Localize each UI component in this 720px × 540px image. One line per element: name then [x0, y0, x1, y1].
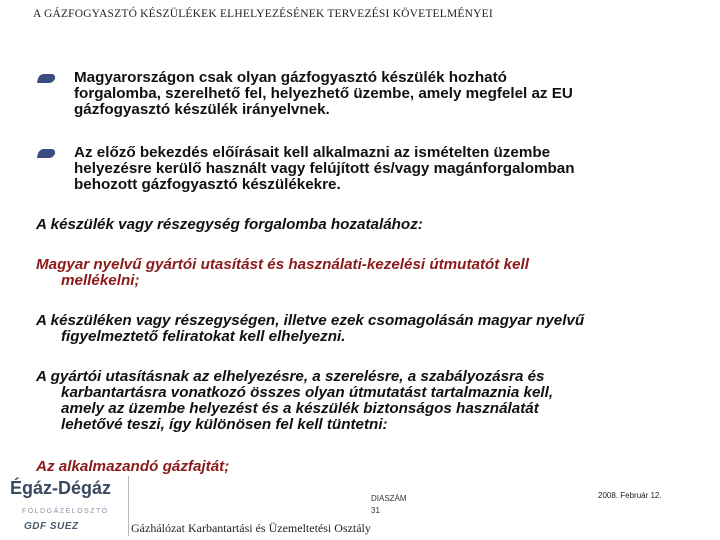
requirement-line: A gyártói utasításnak az elhelyezésre, a szerelésre, a szabályozásra és: [36, 368, 545, 385]
bullet-text: [74, 70, 674, 118]
bullet-text: [74, 145, 674, 193]
slide-number-label: DIASZÁM: [371, 494, 407, 503]
partner-logo: GDF SUEZ: [24, 521, 79, 532]
requirement-line: lehetővé teszi, így különösen fel kell tüntetni:: [61, 416, 388, 433]
bullet-line: Magyarországon csak olyan gázfogyasztó készülék hozható: [74, 69, 507, 86]
bullet-line: helyezésre kerülő használt vagy felújított és/vagy magánforgalomban: [74, 160, 575, 177]
requirement-item: [36, 257, 696, 289]
slide-title: A GÁZFOGYASZTÓ KÉSZÜLÉKEK ELHELYEZÉSÉNEK TERVEZÉSI KÖVETELMÉNYEI: [33, 8, 493, 20]
department-name: Gázhálózat Karbantartási és Üzemeltetési Osztály: [131, 521, 371, 535]
requirement-item: [36, 459, 696, 475]
bullet-line: gázfogyasztó készülék irányelvnek.: [74, 101, 330, 118]
bullet-line: forgalomba, szerelhető fel, helyezhető üzembe, amely megfelel az EU: [74, 85, 573, 102]
section-heading-text: A készülék vagy részegység forgalomba hozatalához:: [36, 216, 423, 233]
slide-date: 2008. Február 12.: [598, 491, 662, 500]
requirement-line: karbantartásra vonatkozó összes olyan útmutatást tartalmaznia kell,: [61, 384, 554, 401]
bullet-line: behozott gázfogyasztó készülékekre.: [74, 176, 341, 193]
requirement-line: amely az üzembe helyezést és a készülék biztonságos használatát: [61, 400, 539, 417]
requirement-line: Az alkalmazandó gázfajtát;: [36, 458, 230, 475]
bullet-line: Az előző bekezdés előírásait kell alkalmazni az ismételten üzembe: [74, 144, 551, 161]
company-logo: [4, 474, 124, 536]
requirement-line: mellékelni;: [61, 272, 140, 289]
bullet-icon: [37, 149, 56, 158]
requirement-item: [36, 369, 696, 433]
logo-wordmark: Égáz-Dégáz: [10, 478, 112, 498]
logo-subtitle: FÖLDGÁZELOSZTÓ: [22, 508, 109, 515]
requirement-line: A készüléken vagy részegységen, illetve ezek csomagolásán magyar nyelvű: [36, 312, 585, 329]
footer-divider: [128, 476, 129, 536]
requirement-line: figyelmeztető feliratokat kell elhelyezni.: [61, 328, 346, 345]
requirement-item: [36, 313, 696, 345]
section-heading: [36, 217, 696, 233]
requirement-line: Magyar nyelvű gyártói utasítást és használati-kezelési útmutatót kell: [36, 256, 529, 273]
bullet-icon: [37, 74, 56, 83]
slide-number: 31: [371, 506, 380, 515]
